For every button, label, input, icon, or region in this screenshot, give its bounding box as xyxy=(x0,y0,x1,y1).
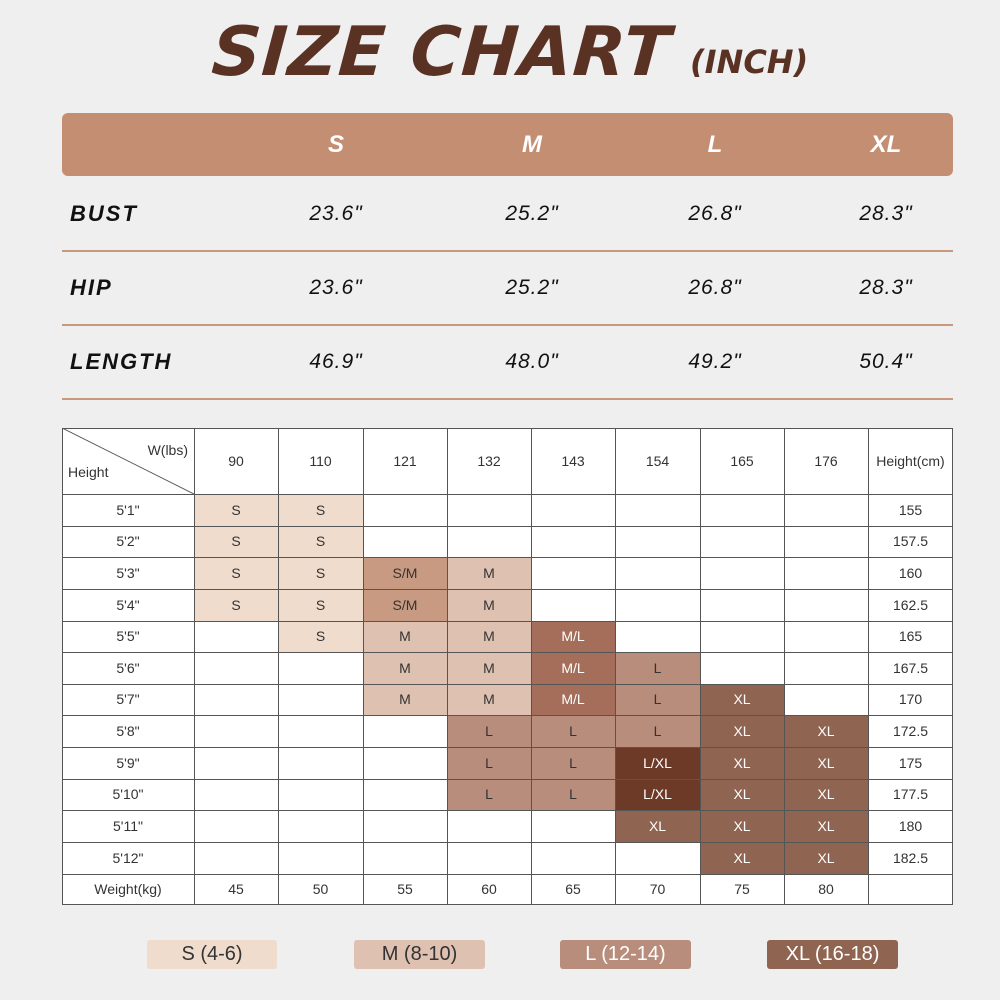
weight-lbs-header: 154 xyxy=(645,453,670,469)
row-label: BUST xyxy=(70,201,138,226)
corner-diagonal-line xyxy=(62,428,194,494)
measure-row-hip xyxy=(62,252,953,326)
row-label: LENGTH xyxy=(70,349,173,374)
height-weight-size-grid xyxy=(62,428,953,905)
size-cell-label: XL xyxy=(817,786,835,802)
size-header-bar xyxy=(62,113,953,176)
weight-lbs-header: 110 xyxy=(309,453,332,469)
height-ft-label: 5'1" xyxy=(116,502,140,518)
row-label: HIP xyxy=(70,275,113,300)
value-cell: 23.6" xyxy=(309,276,363,299)
height-ft-label: 5'6" xyxy=(116,660,140,676)
legend-m: M (8-10) xyxy=(354,940,485,969)
weight-lbs-header: 90 xyxy=(228,453,244,469)
size-cell-label: XL xyxy=(733,818,751,834)
weight-lbs-header: 143 xyxy=(561,453,585,469)
height-cm-value: 180 xyxy=(898,818,923,834)
corner-diagonal xyxy=(62,428,194,494)
size-cell-label: M xyxy=(483,660,495,676)
header-size-l: L xyxy=(707,131,723,158)
size-cell-label: XL xyxy=(733,850,751,866)
value-cell: 28.3" xyxy=(859,276,913,299)
height-cm-value: 160 xyxy=(898,565,923,581)
size-cell-label: L xyxy=(569,786,577,802)
height-cm-header: Height(cm) xyxy=(876,453,945,469)
legend-s: S (4-6) xyxy=(147,940,277,969)
title-unit: (INCH) xyxy=(690,43,809,81)
weight-kg-value: 60 xyxy=(481,881,497,897)
size-cell-label: L/XL xyxy=(643,755,672,771)
size-cell-label: L xyxy=(569,755,577,771)
size-chart-title xyxy=(0,0,1000,105)
height-ft-label: 5'3" xyxy=(116,565,140,581)
measure-row-bust xyxy=(62,178,953,252)
size-cell-label: XL xyxy=(817,755,835,771)
height-ft-label: 5'9" xyxy=(116,755,140,771)
size-cell-label: S/M xyxy=(392,565,418,581)
size-cell-label: XL xyxy=(733,755,751,771)
size-cell-label: S xyxy=(231,533,241,549)
height-cm-value: 177.5 xyxy=(892,786,929,802)
size-cell-label: M xyxy=(483,628,495,644)
weight-kg-value: 55 xyxy=(397,881,413,897)
size-cell-label: L/XL xyxy=(643,786,672,802)
height-cm-value: 182.5 xyxy=(892,850,929,866)
size-cell-label: M xyxy=(399,628,411,644)
height-cm-value: 165 xyxy=(898,628,923,644)
size-cell-label: L xyxy=(569,723,577,739)
corner-weight-label: W(lbs) xyxy=(147,442,188,458)
title-main: SIZE CHART xyxy=(209,13,674,92)
size-cell-label: L xyxy=(653,691,662,707)
size-cell-label: L xyxy=(653,660,662,676)
height-ft-label: 5'8" xyxy=(116,723,140,739)
weight-kg-value: 75 xyxy=(734,881,750,897)
size-cell-label: S xyxy=(231,565,241,581)
size-cell-label: M xyxy=(483,597,495,613)
measure-row-length xyxy=(62,326,953,400)
height-ft-label: 5'4" xyxy=(116,597,140,613)
size-cell-label: M xyxy=(483,691,495,707)
value-cell: 49.2" xyxy=(688,350,742,373)
legend-xl: XL (16-18) xyxy=(767,940,898,969)
size-cell-label: M/L xyxy=(561,660,585,676)
size-cell-label: M/L xyxy=(561,628,585,644)
value-cell: 50.4" xyxy=(859,350,913,373)
size-cell-label: S xyxy=(315,565,326,581)
height-ft-label: 5'11" xyxy=(113,818,143,834)
height-cm-value: 172.5 xyxy=(892,723,929,739)
corner-height-label: Height xyxy=(68,464,109,480)
height-cm-value: 155 xyxy=(898,502,923,518)
height-ft-label: 5'5" xyxy=(116,628,140,644)
weight-lbs-header: 121 xyxy=(393,453,417,469)
legend-l: L (12-14) xyxy=(560,940,691,969)
weight-kg-value: 45 xyxy=(228,881,244,897)
value-cell: 28.3" xyxy=(859,202,913,225)
height-ft-label: 5'12" xyxy=(112,850,144,866)
size-cell-label: XL xyxy=(733,786,751,802)
size-cell-label: L xyxy=(485,723,493,739)
size-cell-label: S xyxy=(315,533,326,549)
header-size-xl: XL xyxy=(870,131,902,158)
size-cell-label: XL xyxy=(817,850,835,866)
value-cell: 26.8" xyxy=(688,202,742,225)
weight-lbs-header: 132 xyxy=(477,453,501,469)
height-cm-value: 157.5 xyxy=(892,533,929,549)
size-cell-label: XL xyxy=(733,691,751,707)
weight-kg-value: 65 xyxy=(565,881,581,897)
weight-kg-value: 70 xyxy=(649,881,666,897)
height-cm-value: 162.5 xyxy=(892,597,929,613)
size-cell-label: XL xyxy=(733,723,751,739)
weight-lbs-header: 165 xyxy=(730,453,754,469)
value-cell: 25.2" xyxy=(505,276,559,299)
size-cell-label: S/M xyxy=(392,597,418,613)
value-cell: 25.2" xyxy=(505,202,559,225)
size-cell-label: S xyxy=(231,597,241,613)
size-cell-label: XL xyxy=(648,818,667,834)
value-cell: 48.0" xyxy=(505,350,559,373)
height-cm-value: 175 xyxy=(898,755,923,771)
size-cell-label: S xyxy=(315,597,326,613)
value-cell: 26.8" xyxy=(688,276,742,299)
size-cell-label: XL xyxy=(817,818,835,834)
size-cell-label: M xyxy=(399,660,411,676)
size-cell-label: XL xyxy=(817,723,835,739)
weight-kg-label: Weight(kg) xyxy=(94,881,162,897)
size-cell-label: S xyxy=(315,628,326,644)
size-cell-label: S xyxy=(231,502,241,518)
header-size-s: S xyxy=(327,131,344,158)
size-cell-label: M xyxy=(399,691,411,707)
size-cell-label: L xyxy=(485,755,493,771)
size-cell-label: M xyxy=(483,565,495,581)
size-cell-label: L xyxy=(653,723,662,739)
height-cm-value: 170 xyxy=(898,691,923,707)
height-ft-label: 5'7" xyxy=(116,691,140,707)
height-cm-value: 167.5 xyxy=(892,660,929,676)
height-ft-label: 5'2" xyxy=(116,533,140,549)
height-ft-label: 5'10" xyxy=(112,786,144,802)
value-cell: 23.6" xyxy=(309,202,363,225)
weight-kg-value: 80 xyxy=(818,881,834,897)
size-cell-label: L xyxy=(485,786,493,802)
header-size-m: M xyxy=(522,131,542,158)
value-cell: 46.9" xyxy=(309,350,363,373)
weight-kg-value: 50 xyxy=(312,881,329,897)
weight-lbs-header: 176 xyxy=(814,453,838,469)
size-cell-label: M/L xyxy=(561,691,585,707)
size-cell-label: S xyxy=(315,502,326,518)
